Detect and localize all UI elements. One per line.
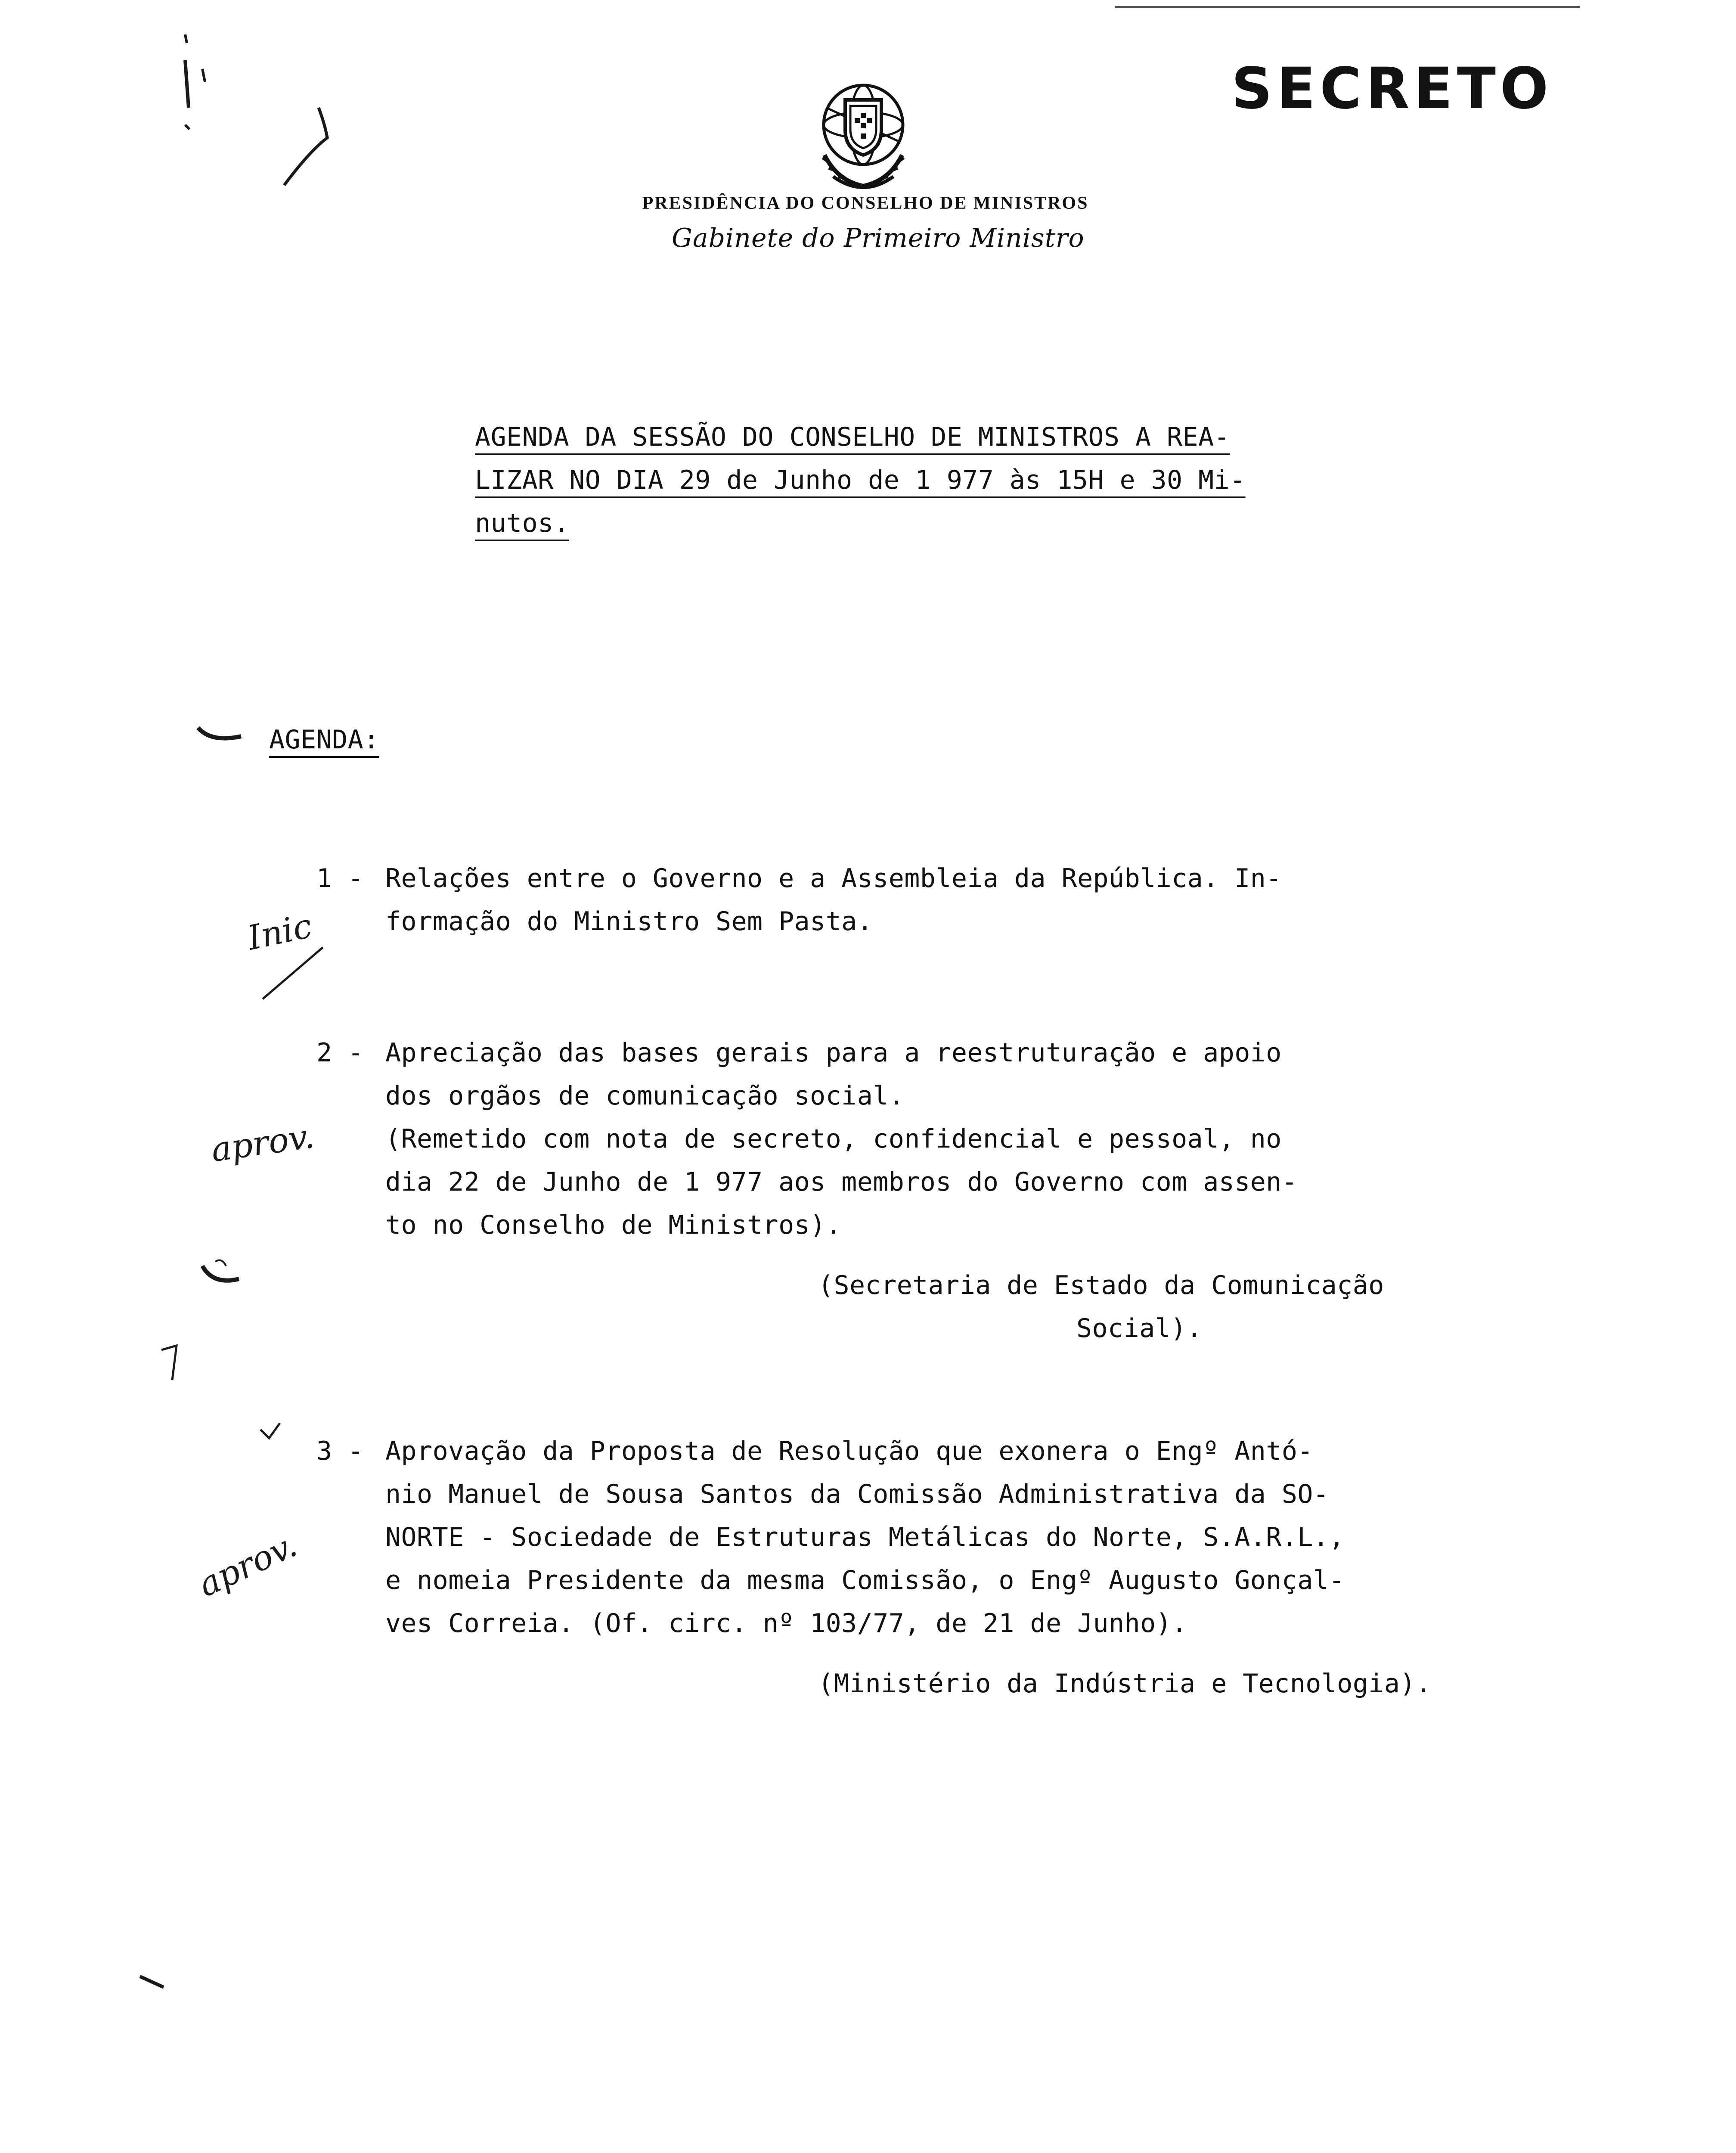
margin-hook-mark	[159, 1343, 185, 1387]
agenda-item-1-line-1: Relações entre o Governo e a Assembleia da República. In-	[385, 863, 1282, 893]
margin-dots-mark	[172, 26, 224, 138]
agenda-label: AGENDA:	[269, 725, 379, 755]
agenda-item-3-line-1: Aprovação da Proposta de Resolução que exonera o Engº Antó-	[385, 1436, 1313, 1466]
handwritten-note-item-1: Inic	[244, 906, 316, 958]
agenda-item-2-line-2: dos orgãos de comunicação social.	[385, 1081, 905, 1111]
slash-mark-item-1	[254, 939, 327, 1008]
classification-stamp: SECRETO	[1231, 56, 1553, 122]
office-name: Gabinete do Primeiro Ministro	[672, 223, 1085, 253]
meeting-heading-line-3: nutos.	[475, 508, 570, 538]
agenda-item-2-source-line-1: (Secretaria de Estado da Comunicação	[818, 1270, 1384, 1300]
agenda-item-number: 3 -	[316, 1436, 364, 1466]
agenda-item-number: 1 -	[316, 863, 364, 893]
agenda-item-3-line-5: ves Correia. (Of. circ. nº 103/77, de 21 de Junho).	[385, 1608, 1187, 1638]
institution-name: PRESIDÊNCIA DO CONSELHO DE MINISTROS	[642, 193, 1089, 213]
handwritten-note-item-3: aprov.	[192, 1526, 303, 1605]
check-mark-item-3	[258, 1421, 284, 1447]
agenda-item-2-line-1: Apreciação das bases gerais para a reestruturação e apoio	[385, 1038, 1282, 1068]
margin-slash-mark	[271, 99, 357, 194]
top-border-line	[1115, 6, 1580, 8]
handwritten-note-item-2: aprov.	[208, 1117, 317, 1170]
coat-of-arms-emblem	[807, 73, 919, 194]
agenda-item-2-line-3: (Remetido com nota de secreto, confidencial e pessoal, no	[385, 1124, 1282, 1154]
agenda-item-2-source-line-2: Social).	[1076, 1313, 1203, 1343]
agenda-item-2-line-5: to no Conselho de Ministros).	[385, 1210, 842, 1240]
agenda-item-2-line-4: dia 22 de Junho de 1 977 aos membros do Governo com assen-	[385, 1167, 1298, 1197]
agenda-item-3-line-2: nio Manuel de Sousa Santos da Comissão Administrativa da SO-	[385, 1479, 1329, 1509]
agenda-item-3-line-4: e nomeia Presidente da mesma Comissão, o Engº Augusto Gonçal-	[385, 1565, 1345, 1595]
agenda-item-1-line-2: formação do Ministro Sem Pasta.	[385, 906, 873, 937]
tick-mark-agenda	[194, 723, 245, 749]
meeting-heading-line-1: AGENDA DA SESSÃO DO CONSELHO DE MINISTROS A REA-	[475, 422, 1230, 452]
agenda-item-number: 2 -	[316, 1038, 364, 1068]
agenda-item-3-source-line-1: (Ministério da Indústria e Tecnologia).	[818, 1669, 1432, 1699]
agenda-item-3-line-3: NORTE - Sociedade de Estruturas Metálicas do Norte, S.A.R.L.,	[385, 1522, 1345, 1552]
tick-mark-item-2	[196, 1257, 248, 1292]
meeting-heading-line-2: LIZAR NO DIA 29 de Junho de 1 977 às 15H e 30 Mi-	[475, 465, 1246, 495]
margin-dash-mark	[138, 1972, 172, 1994]
